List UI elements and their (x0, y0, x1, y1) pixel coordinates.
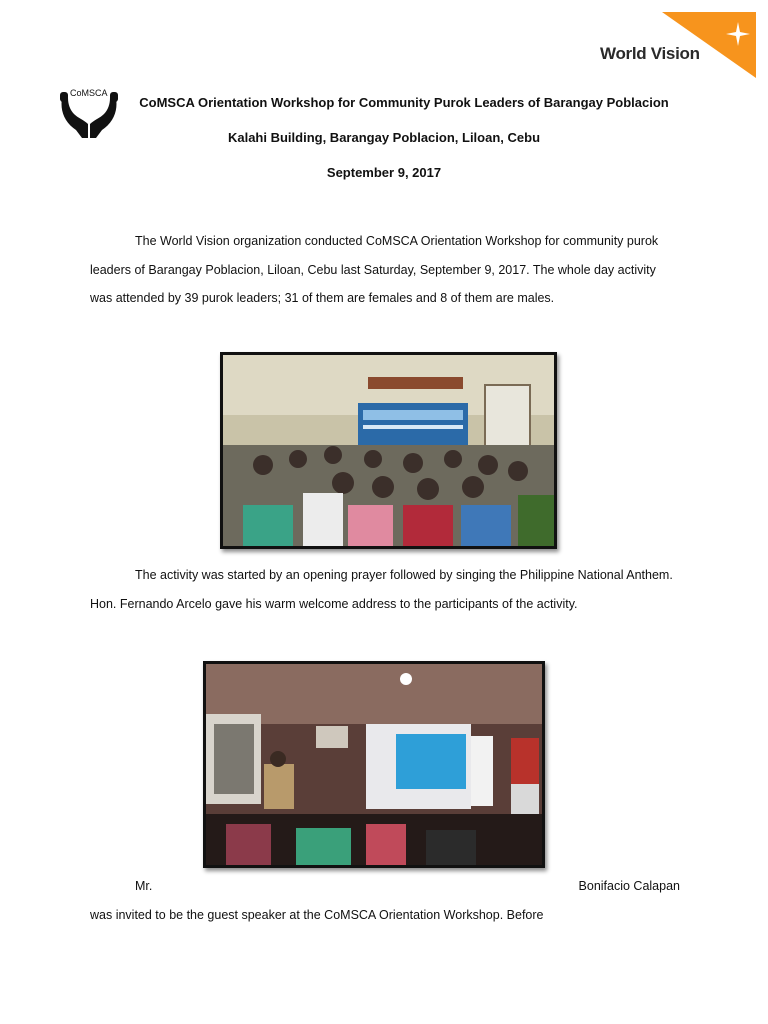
paragraph-1: The World Vision organization conducted CoMSCA Orientation Workshop for community purok leaders of Barangay Poblacion, Liloan, Cebu last Saturday, September 9, 2017. The whole day activity was attended by 39 purok leaders; 31 of them are females and 8 of them are males. (90, 234, 659, 305)
date-line: September 9, 2017 (326, 165, 442, 180)
paragraph-3 (90, 872, 680, 929)
photo-participants (220, 352, 557, 549)
comsca-logo-text: CoMSCA (70, 88, 108, 98)
venue-line: Kalahi Building, Barangay Poblacion, Liloan, Cebu (227, 130, 541, 145)
paragraph-2: The activity was started by an opening prayer followed by singing the Philippine National Anthem. Hon. Fernando Arcelo gave his warm welcome address to the participants of the activity. (90, 568, 673, 611)
brand-name: World Vision (600, 44, 700, 63)
speaker-name: Bonifacio Calapan (578, 879, 680, 893)
photo-speaker (203, 661, 545, 868)
document-title: CoMSCA Orientation Workshop for Community Purok Leaders of Barangay Poblacion (139, 95, 669, 110)
paragraph-3-title: Mr. (135, 879, 153, 893)
paragraph-3-line2: was invited to be the guest speaker at the CoMSCA Orientation Workshop. Before (90, 907, 544, 922)
